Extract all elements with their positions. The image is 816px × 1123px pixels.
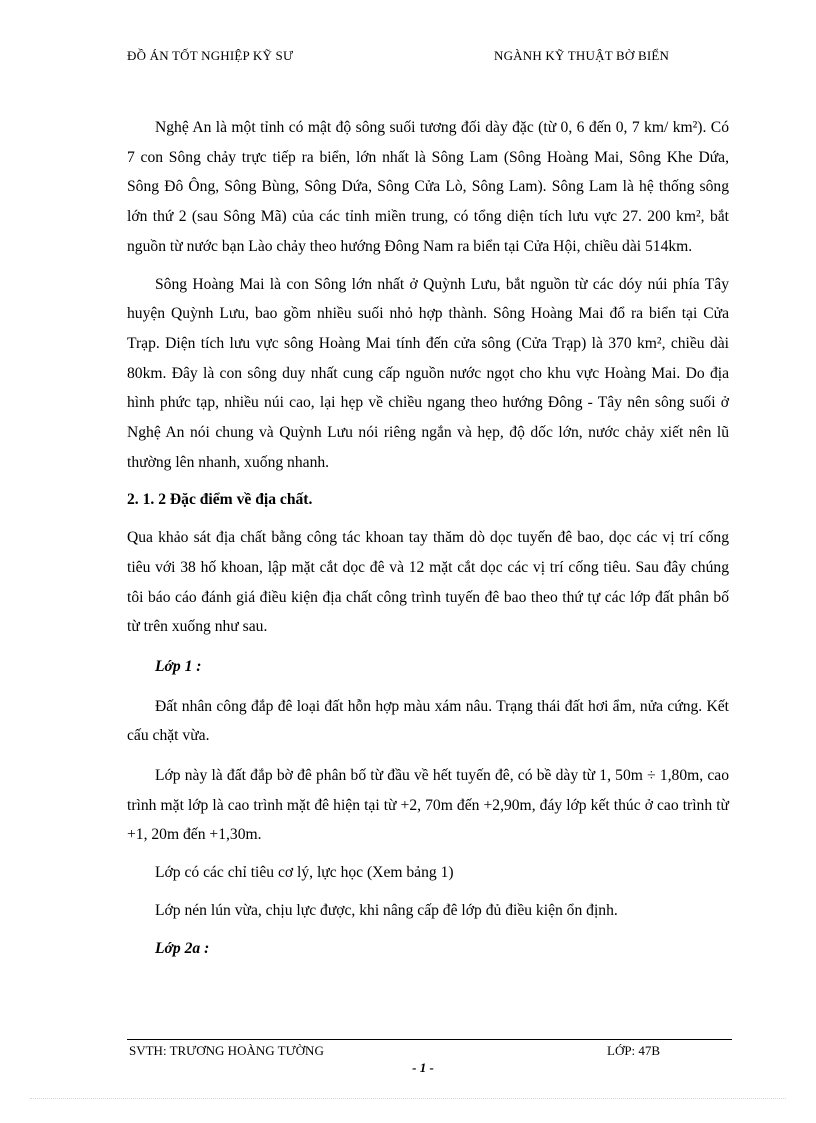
paragraph-survey: Qua khảo sát địa chất bằng công tác khoan tay thăm dò dọc tuyến đê bao, dọc các vị trí cống tiêu với 38 hố khoan, lập mặt cắt dọc đê và 12 mặt cắt dọc các vị trí cống tiêu. Sau đây chúng tôi báo cáo đánh giá điều kiện địa chất công trình tuyến đê bao theo thứ tự các lớp đất phân bố từ trên xuống như sau.: [127, 529, 729, 636]
header-left-title: ĐỒ ÁN TỐT NGHIỆP KỸ SƯ: [127, 48, 294, 63]
page-header: [127, 48, 727, 68]
section-heading-geology: 2. 1. 2 Đặc điểm về địa chất.: [127, 491, 313, 509]
page-number: - 1 -: [412, 1060, 434, 1075]
document-body: [127, 113, 729, 963]
paragraph-layer1-table-ref: Lớp có các chỉ tiêu cơ lý, lực học (Xem bảng 1): [155, 864, 454, 882]
paragraph-rivers-nghe-an: Nghệ An là một tỉnh có mật độ sông suối tương đối dày đặc (từ 0, 6 đến 0, 7 km/ km²). Có 7 con Sông chảy trực tiếp ra biển, lớn nhất là Sông Lam (Sông Hoàng Mai, Sông Khe Dứa, Sông Đô Ông, Sông Bùng, Sông Dứa, Sông Cửa Lò, Sông Lam). Sông Lam là hệ thống sông lớn thứ 2 (sau Sông Mã) của các tỉnh miền trung, có tổng diện tích lưu vực 27. 200 km², bắt nguồn từ nước bạn Lào chảy theo hướng Đông Nam ra biển tại Cửa Hội, chiều dài 514km.: [127, 119, 729, 255]
layer-2a-label: Lớp 2a :: [155, 939, 210, 957]
footer-student-name: SVTH: TRƯƠNG HOÀNG TƯỜNG: [129, 1043, 324, 1058]
paragraph-hoang-mai-river: Sông Hoàng Mai là con Sông lớn nhất ở Quỳnh Lưu, bắt nguồn từ các dóy núi phía Tây huyện Quỳnh Lưu, bao gồm nhiều suối nhỏ hợp thành. Sông Hoàng Mai đổ ra biển tại Cửa Trạp. Diện tích lưu vực sông Hoàng Mai tính đến cửa sông (Cửa Trạp) là 370 km², chiều dài 80km. Đây là con sông duy nhất cung cấp nguồn nước ngọt cho khu vực Hoàng Mai. Do địa hình phức tạp, nhiều núi cao, lại hẹp về chiều ngang theo hướng Đông - Tây nên sông suối ở Nghệ An nói chung và Quỳnh Lưu nói riêng ngắn và hẹp, độ dốc lớn, nước chảy xiết nên lũ thường lên nhanh, xuống nhanh.: [127, 275, 729, 471]
page-bottom-edge: [30, 1098, 786, 1099]
paragraph-layer1-stability: Lớp nén lún vừa, chịu lực được, khi nâng cấp đê lớp đủ điều kiện ổn định.: [155, 901, 618, 919]
footer-class: LỚP: 47B: [607, 1043, 661, 1058]
header-right-title: NGÀNH KỸ THUẬT BỜ BIỂN: [494, 48, 670, 63]
paragraph-layer1-thickness: Lớp này là đất đắp bờ đê phân bố từ đầu về hết tuyến đê, có bề dày từ 1, 50m ÷ 1,80m, cao trình mặt lớp là cao trình mặt đê hiện tại từ +2, 70m đến +2,90m, đáy lớp kết thúc ở cao trình từ +1, 20m đến +1,30m.: [127, 767, 729, 844]
footer-divider: [127, 1039, 732, 1040]
layer-1-label: Lớp 1 :: [155, 657, 202, 675]
paragraph-layer1-description: Đất nhân công đắp đê loại đất hỗn hợp màu xám nâu. Trạng thái đất hơi ẩm, nửa cứng. Kết cấu chặt vừa.: [127, 697, 729, 745]
